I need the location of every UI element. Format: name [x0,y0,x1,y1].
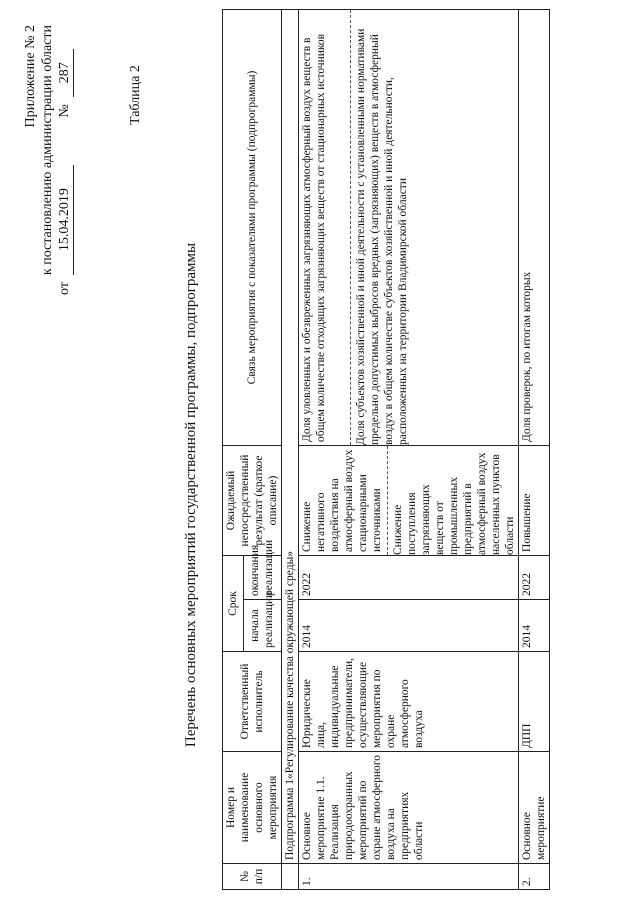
decree-date: 15.04.2019 [56,165,74,275]
row-executor: Юридические лица, индивидуальные предприниматели, осуществляющие мероприятия по охране атмосферного воздуха [299,652,519,752]
row-result-2: Снижение поступления загрязняющих веществ от промышленных предприятий в атмосферный воздух населенных пунктов области [387,446,517,555]
row-result: Повышение [519,445,550,555]
page-title: Перечень основных мероприятий государственной программы, подпрограммы [183,242,199,748]
row-indicator: Доля проверок, по итогам которых [519,9,550,445]
row-result-1: Снижение негативного воздействия на атмосферный воздух стационарными источниками [301,449,383,552]
header-num: № п/п [223,864,282,890]
appendix-block [22,25,74,295]
subprogram-num-cell [282,864,299,890]
row-start: 2014 [519,600,550,652]
appendix-decree-line: к постановлению администрации области [40,25,55,276]
row-result-cell [299,445,519,555]
header-term: Срок [223,555,244,651]
header-start: начала реализации [243,600,281,652]
number-label: № [57,104,72,118]
table-row [299,9,519,889]
row-end: 2022 [299,555,519,599]
row-indicator-1: Доля уловленных и обезвреженных загрязняющих атмосферный воздух веществ в общем количестве отходящих загрязняющих веществ от стационарных источников [301,33,327,442]
appendix-date-line [56,25,74,295]
table-label: Таблица 2 [128,65,143,125]
row-num: 1. [299,864,519,890]
row-num: 2. [519,864,550,890]
row-indicator-2: Доля субъектов хозяйственной и иной деятельности с установленными нормативами предельно допустимых выбросов вредных (загрязняющих) веществ в атмосферный воздух в общем количестве субъектов хозяйственной и иной деятельности, расположенных на территории Владимирской области [350,10,410,445]
subprogram-row [282,9,299,889]
measures-table [222,9,550,890]
header-indicators: Связь мероприятия с показателями программы (подпрограммы) [223,9,282,445]
subprogram-title: Подпрограмма 1«Регулирование качества окружающей среды» [282,9,299,863]
header-result: Ожидаемый непосредственный результат (краткое описание) [223,445,282,555]
appendix-title: Приложение № 2 [23,25,38,128]
row-name: Основное мероприятие 1.1. Реализация природоохранных мероприятий по охране атмосферного воздуха на предприятиях области [299,752,519,864]
row-start: 2014 [299,600,519,652]
row-indicator-cell [299,9,519,445]
decree-number: 287 [56,49,74,97]
header-row [223,9,244,889]
row-name: Основное мероприятие [519,752,550,864]
header-executor: Ответственный исполнитель [223,652,282,752]
table-row [519,9,550,889]
row-executor: ДПП [519,652,550,752]
from-label: от [57,282,72,295]
header-end: окончания реализации [243,555,281,599]
header-name: Номер и наименование основного мероприятия [223,752,282,864]
row-end: 2022 [519,555,550,599]
